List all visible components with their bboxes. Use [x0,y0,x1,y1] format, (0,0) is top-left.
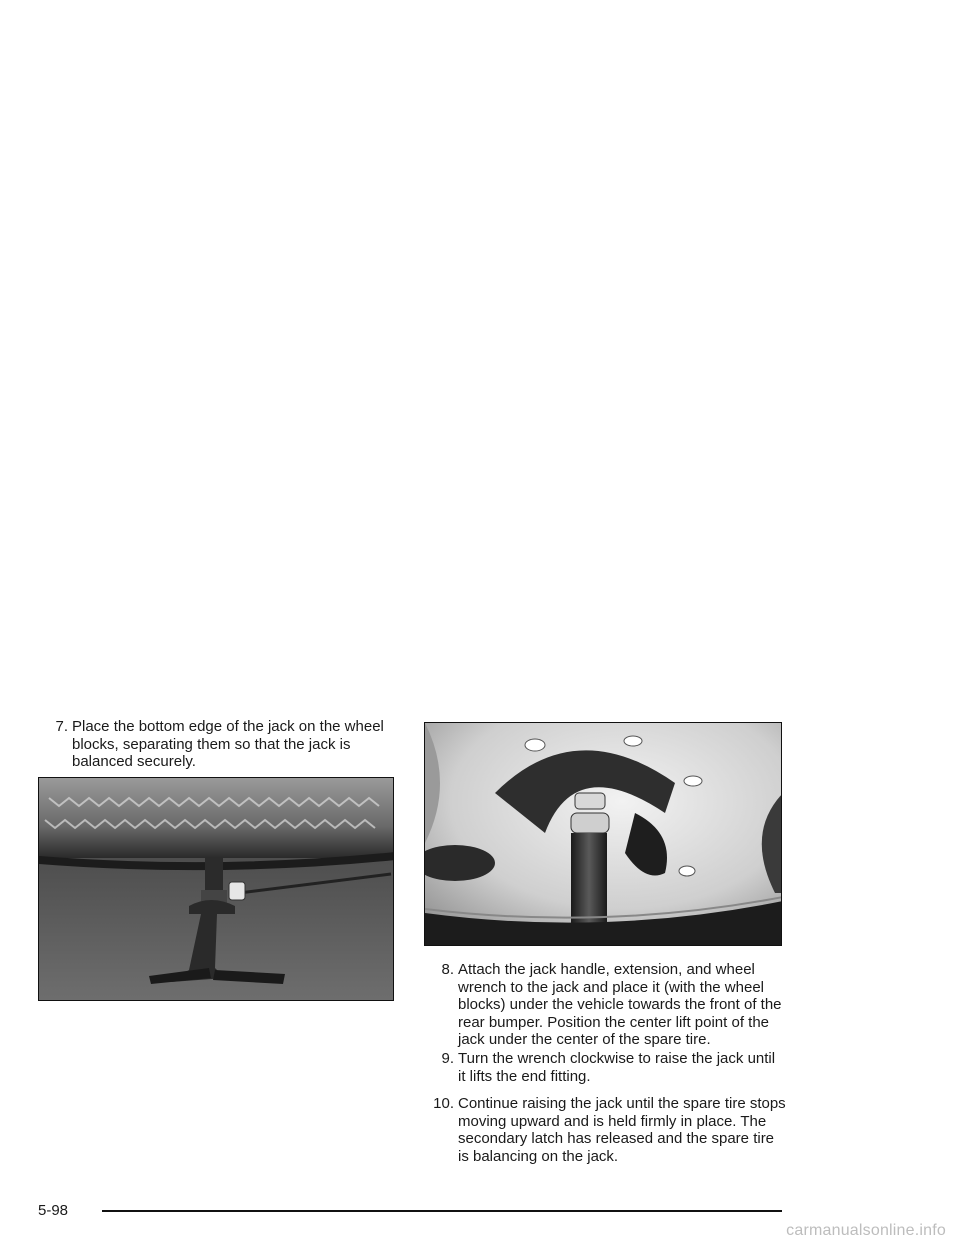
jack-under-spare-tire-illustration [425,723,782,946]
step-number: 10. [433,1095,454,1112]
watermark[interactable]: carmanualsonline.info [786,1222,946,1239]
step-text: Place the bottom edge of the jack on the wheel blocks, separating them so that the jack is balanced securely. [72,718,384,770]
jack-under-tire-illustration [39,778,394,1001]
step-7 [38,718,390,771]
step-number: 9. [441,1050,454,1067]
step-text: Attach the jack handle, extension, and wheel wrench to the jack and place it (with the wheel blocks) under the vehicle towards the front of the rear bumper. Position the center lift point of the jack under the center of the spare tire. [458,961,782,1048]
step-10 [424,1095,786,1165]
jack-under-tire-photo [38,777,394,1001]
footer-rule [102,1210,782,1212]
page-number: 5-98 [38,1202,69,1219]
step-text: Turn the wrench clockwise to raise the jack until it lifts the end fitting. [458,1050,776,1085]
step-9 [424,1050,786,1085]
jack-under-spare-tire-photo [424,722,782,946]
step-number: 8. [441,961,454,978]
step-number: 7. [55,718,68,735]
step-8 [424,961,786,1049]
step-text: Continue raising the jack until the spare tire stops moving upward and is held firmly in place. The secondary latch has released and the spare tire is balancing on the jack. [458,1095,786,1165]
